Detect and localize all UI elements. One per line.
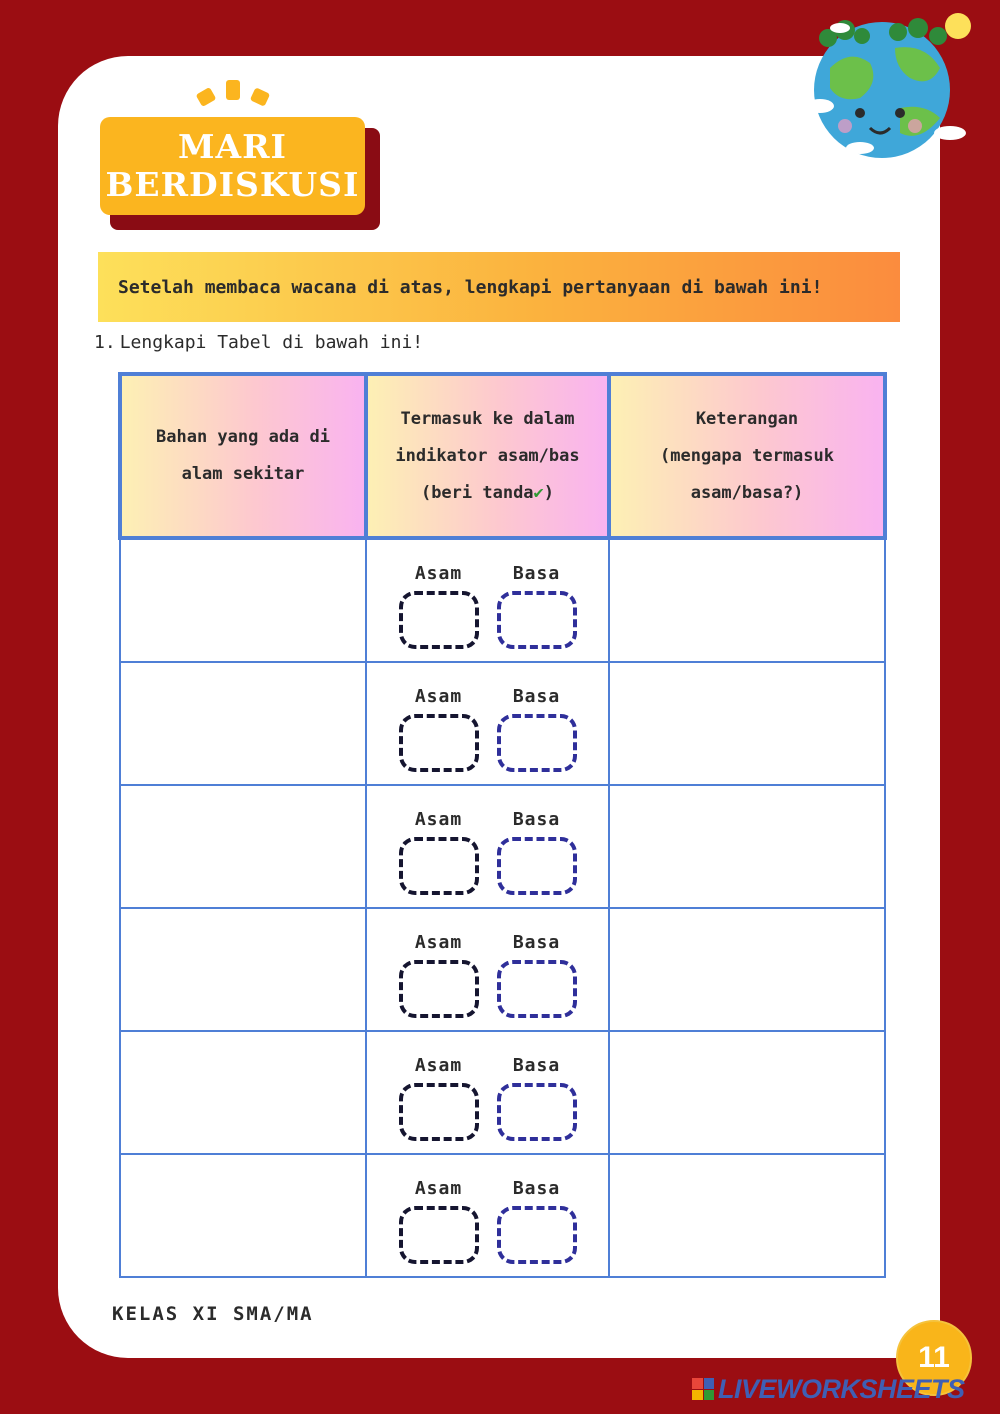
basa-checkbox[interactable]	[497, 714, 577, 772]
table-row	[120, 662, 885, 785]
header-keterangan: Keterangan (mengapa termasuk asam/basa?)	[609, 374, 885, 538]
keterangan-input-cell[interactable]	[609, 662, 885, 785]
table-row	[120, 1031, 885, 1154]
bahan-input-cell[interactable]	[120, 785, 366, 908]
keterangan-input-cell[interactable]	[609, 785, 885, 908]
asam-checkbox[interactable]	[399, 1083, 479, 1141]
basa-label: Basa	[512, 931, 561, 953]
earth-globe-icon	[800, 8, 980, 158]
asam-checkbox[interactable]	[399, 1206, 479, 1264]
table-row	[120, 538, 885, 662]
basa-checkbox[interactable]	[497, 1206, 577, 1264]
keterangan-input-cell[interactable]	[609, 1031, 885, 1154]
asam-checkbox[interactable]	[399, 960, 479, 1018]
question-text: Lengkapi Tabel di bawah ini!	[119, 332, 424, 353]
indikator-cell	[366, 662, 609, 785]
indikator-cell	[366, 908, 609, 1031]
liveworksheets-logo	[692, 1378, 714, 1400]
asam-checkbox[interactable]	[399, 591, 479, 649]
question-1	[94, 332, 423, 353]
bahan-input-cell[interactable]	[120, 1154, 366, 1277]
question-number: 1.	[94, 332, 116, 353]
title-badge	[100, 117, 365, 215]
table-row	[120, 908, 885, 1031]
basa-checkbox[interactable]	[497, 837, 577, 895]
asam-label: Asam	[414, 808, 463, 830]
sun-rays-icon	[196, 80, 276, 110]
bahan-input-cell[interactable]	[120, 1031, 366, 1154]
table-row	[120, 785, 885, 908]
asam-checkbox[interactable]	[399, 714, 479, 772]
asam-label: Asam	[414, 1054, 463, 1076]
keterangan-input-cell[interactable]	[609, 538, 885, 662]
basa-checkbox[interactable]	[497, 960, 577, 1018]
checkmark-icon: ✔	[533, 482, 544, 503]
asam-label: Asam	[414, 1177, 463, 1199]
asam-label: Asam	[414, 931, 463, 953]
header-bahan: Bahan yang ada di alam sekitar	[120, 374, 366, 538]
indikator-cell	[366, 1031, 609, 1154]
instruction-banner	[98, 252, 900, 322]
footer-class-label: KELAS XI SMA/MA	[112, 1303, 314, 1325]
asam-label: Asam	[414, 685, 463, 707]
table-row	[120, 1154, 885, 1277]
instruction-text: Setelah membaca wacana di atas, lengkapi pertanyaan di bawah ini!	[118, 276, 823, 298]
indikator-cell	[366, 785, 609, 908]
watermark-text: LIVEWORKSHEETS	[718, 1373, 965, 1404]
basa-checkbox[interactable]	[497, 1083, 577, 1141]
bahan-input-cell[interactable]	[120, 908, 366, 1031]
indikator-cell	[366, 538, 609, 662]
liveworksheets-watermark	[692, 1373, 965, 1404]
basa-label: Basa	[512, 808, 561, 830]
asam-label: Asam	[414, 562, 463, 584]
answer-table	[118, 372, 887, 1278]
basa-label: Basa	[512, 1177, 561, 1199]
title-line-2: BERDISKUSI	[105, 165, 360, 204]
indikator-cell	[366, 1154, 609, 1277]
keterangan-input-cell[interactable]	[609, 908, 885, 1031]
header-indikator: Termasuk ke dalam indikator asam/bas (beri tanda✔)	[366, 374, 609, 538]
keterangan-input-cell[interactable]	[609, 1154, 885, 1277]
asam-checkbox[interactable]	[399, 837, 479, 895]
table-header-row	[120, 374, 885, 538]
bahan-input-cell[interactable]	[120, 538, 366, 662]
page-number: 11	[896, 1320, 972, 1396]
basa-checkbox[interactable]	[497, 591, 577, 649]
basa-label: Basa	[512, 1054, 561, 1076]
basa-label: Basa	[512, 685, 561, 707]
title-line-1: MARI	[178, 127, 287, 166]
bahan-input-cell[interactable]	[120, 662, 366, 785]
basa-label: Basa	[512, 562, 561, 584]
